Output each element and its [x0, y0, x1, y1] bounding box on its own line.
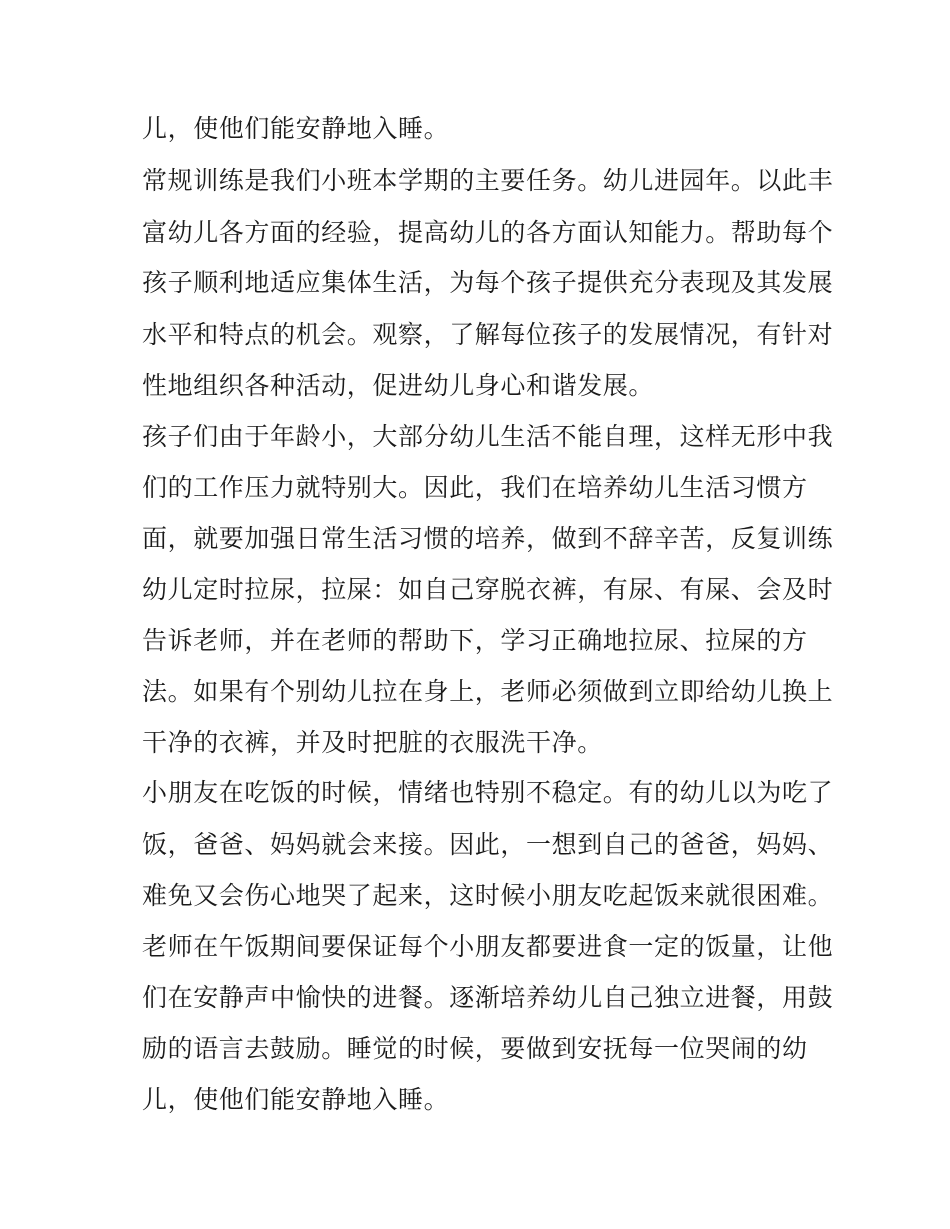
text-line-3: 富幼儿各方面的经验，提高幼儿的各方面认知能力。帮助每个 [142, 218, 834, 247]
text-line-6: 性地组织各种活动，促进幼儿身心和谐发展。 [142, 371, 655, 400]
text-line-16: 难免又会伤心地哭了起来，这时候小朋友吃起饭来就很困难。 [142, 881, 834, 910]
text-line-20: 儿，使他们能安静地入睡。 [142, 1085, 450, 1114]
text-line-19: 励的语言去鼓励。睡觉的时候，要做到安抚每一位哭闹的幼 [142, 1034, 808, 1063]
text-line-17: 老师在午饭期间要保证每个小朋友都要进食一定的饭量，让他 [142, 932, 834, 961]
text-line-13: 干净的衣裤，并及时把脏的衣服洗干净。 [142, 728, 603, 757]
text-line-11: 告诉老师，并在老师的帮助下，学习正确地拉尿、拉屎的方 [142, 626, 808, 655]
text-line-4: 孩子顺利地适应集体生活，为每个孩子提供充分表现及其发展 [142, 268, 834, 297]
text-line-14: 小朋友在吃饭的时候，情绪也特别不稳定。有的幼儿以为吃了 [142, 778, 834, 807]
text-line-8: 们的工作压力就特别大。因此，我们在培养幼儿生活习惯方 [142, 473, 808, 502]
text-line-12: 法。如果有个别幼儿拉在身上，老师必须做到立即给幼儿换上 [142, 677, 834, 706]
text-line-9: 面，就要加强日常生活习惯的培养，做到不辞辛苦，反复训练 [142, 524, 834, 553]
text-line-2: 常规训练是我们小班本学期的主要任务。幼儿进园年。以此丰 [142, 166, 834, 195]
text-line-1: 儿，使他们能安静地入睡。 [142, 114, 450, 143]
text-line-10: 幼儿定时拉尿，拉屎：如自己穿脱衣裤，有尿、有屎、会及时 [142, 575, 834, 604]
text-line-5: 水平和特点的机会。观察，了解每位孩子的发展情况，有针对 [142, 320, 834, 349]
text-line-18: 们在安静声中愉快的进餐。逐渐培养幼儿自己独立进餐，用鼓 [142, 983, 834, 1012]
text-line-15: 饭，爸爸、妈妈就会来接。因此，一想到自己的爸爸，妈妈、 [142, 830, 834, 859]
text-line-7: 孩子们由于年龄小，大部分幼儿生活不能自理，这样无形中我 [142, 422, 834, 451]
